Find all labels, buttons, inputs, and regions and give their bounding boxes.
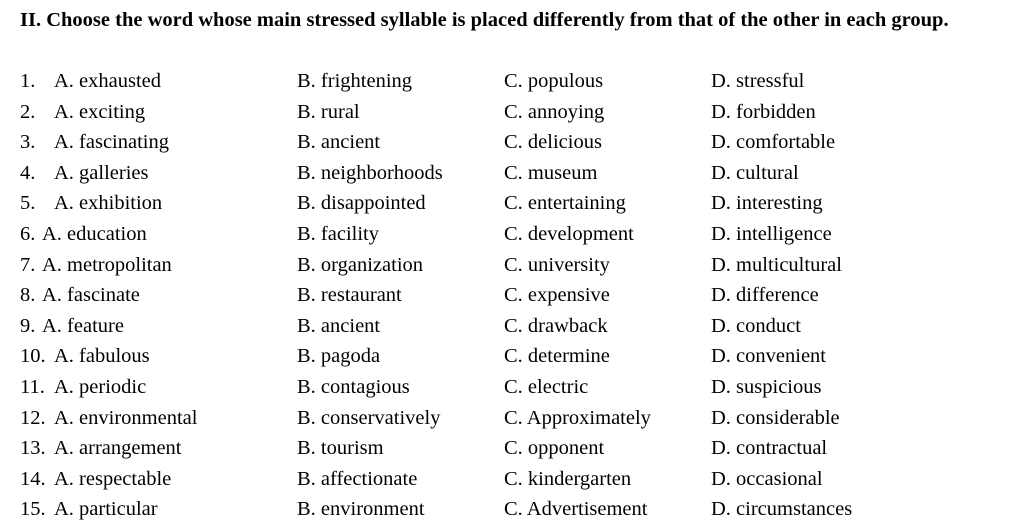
question-number: 1. bbox=[20, 70, 36, 92]
option-a: A. fascinate bbox=[42, 284, 140, 307]
option-c: C. Advertisement bbox=[504, 498, 648, 521]
option-c: C. entertaining bbox=[504, 192, 626, 215]
option-b: B. rural bbox=[297, 100, 360, 123]
exercise-heading: II. Choose the word whose main stressed syllable is placed differently from that of the other in each group. bbox=[20, 9, 949, 31]
option-c: C. electric bbox=[504, 375, 589, 398]
question-row bbox=[0, 464, 1024, 495]
question-number: 13. bbox=[20, 437, 46, 460]
option-c: C. development bbox=[504, 222, 634, 245]
option-b: B. conservatively bbox=[297, 406, 441, 429]
option-d: D. convenient bbox=[711, 345, 826, 368]
option-c: C. delicious bbox=[504, 131, 602, 154]
option-c: C. kindergarten bbox=[504, 467, 632, 490]
option-a: A. fabulous bbox=[54, 345, 150, 368]
option-a: A. metropolitan bbox=[42, 253, 172, 276]
option-d: D. contractual bbox=[711, 437, 828, 460]
question-number: 9. bbox=[20, 314, 36, 337]
option-a: A. exhibition bbox=[54, 192, 163, 215]
question-row bbox=[0, 66, 1024, 97]
option-c: C. expensive bbox=[504, 284, 610, 307]
option-a: A. feature bbox=[42, 314, 124, 337]
option-b: B. contagious bbox=[297, 375, 410, 398]
option-c: C. Approximately bbox=[504, 406, 651, 429]
question-row bbox=[0, 127, 1024, 158]
option-b: B. neighborhoods bbox=[297, 161, 443, 184]
question-number: 11. bbox=[20, 375, 45, 398]
question-row bbox=[0, 403, 1024, 434]
option-d: D. cultural bbox=[711, 161, 799, 184]
option-b: B. affectionate bbox=[297, 467, 418, 490]
option-b: B. frightening bbox=[297, 70, 413, 92]
question-number: 12. bbox=[20, 406, 46, 429]
question-number: 7. bbox=[20, 253, 36, 276]
question-row bbox=[0, 188, 1024, 219]
question-list bbox=[0, 66, 1024, 525]
option-a: A. education bbox=[42, 222, 147, 245]
option-c: C. museum bbox=[504, 161, 598, 184]
question-number: 2. bbox=[20, 100, 36, 123]
question-row bbox=[0, 280, 1024, 311]
option-d: D. intelligence bbox=[711, 222, 832, 245]
question-number: 6. bbox=[20, 222, 36, 245]
option-b: B. environment bbox=[297, 498, 425, 521]
option-b: B. facility bbox=[297, 222, 379, 245]
option-c: C. determine bbox=[504, 345, 610, 368]
option-a: A. environmental bbox=[54, 406, 198, 429]
option-d: D. multicultural bbox=[711, 253, 842, 276]
option-c: C. opponent bbox=[504, 437, 605, 460]
question-row bbox=[0, 311, 1024, 342]
option-b: B. disappointed bbox=[297, 192, 426, 215]
option-d: D. considerable bbox=[711, 406, 840, 429]
option-a: A. periodic bbox=[54, 375, 147, 398]
option-c: C. populous bbox=[504, 70, 604, 92]
question-row bbox=[0, 433, 1024, 464]
question-number: 14. bbox=[20, 467, 46, 490]
question-number: 5. bbox=[20, 192, 36, 215]
option-b: B. tourism bbox=[297, 437, 384, 460]
question-number: 3. bbox=[20, 131, 36, 154]
question-row bbox=[0, 97, 1024, 128]
option-a: A. arrangement bbox=[54, 437, 182, 460]
option-d: D. occasional bbox=[711, 467, 823, 490]
option-a: A. particular bbox=[54, 498, 158, 521]
question-number: 15. bbox=[20, 498, 46, 521]
option-d: D. forbidden bbox=[711, 100, 816, 123]
option-b: B. ancient bbox=[297, 314, 381, 337]
option-d: D. conduct bbox=[711, 314, 801, 337]
question-row bbox=[0, 219, 1024, 250]
option-b: B. pagoda bbox=[297, 345, 381, 368]
option-c: C. drawback bbox=[504, 314, 608, 337]
option-b: B. restaurant bbox=[297, 284, 402, 307]
option-d: D. comfortable bbox=[711, 131, 836, 154]
option-a: A. fascinating bbox=[54, 131, 169, 154]
question-number: 4. bbox=[20, 161, 36, 184]
question-row bbox=[0, 494, 1024, 525]
option-a: A. respectable bbox=[54, 467, 172, 490]
question-row bbox=[0, 158, 1024, 189]
option-a: A. galleries bbox=[54, 161, 149, 184]
option-d: D. suspicious bbox=[711, 375, 822, 398]
option-c: C. annoying bbox=[504, 100, 605, 123]
option-b: B. ancient bbox=[297, 131, 381, 154]
question-row bbox=[0, 250, 1024, 281]
option-a: A. exciting bbox=[54, 100, 146, 123]
option-c: C. university bbox=[504, 253, 610, 276]
question-row bbox=[0, 372, 1024, 403]
option-d: D. circumstances bbox=[711, 498, 853, 521]
option-b: B. organization bbox=[297, 253, 424, 276]
question-row bbox=[0, 341, 1024, 372]
option-d: D. stressful bbox=[711, 70, 805, 92]
question-number: 8. bbox=[20, 284, 36, 307]
option-d: D. difference bbox=[711, 284, 819, 307]
question-number: 10. bbox=[20, 345, 46, 368]
option-a: A. exhausted bbox=[54, 70, 162, 92]
option-d: D. interesting bbox=[711, 192, 823, 215]
